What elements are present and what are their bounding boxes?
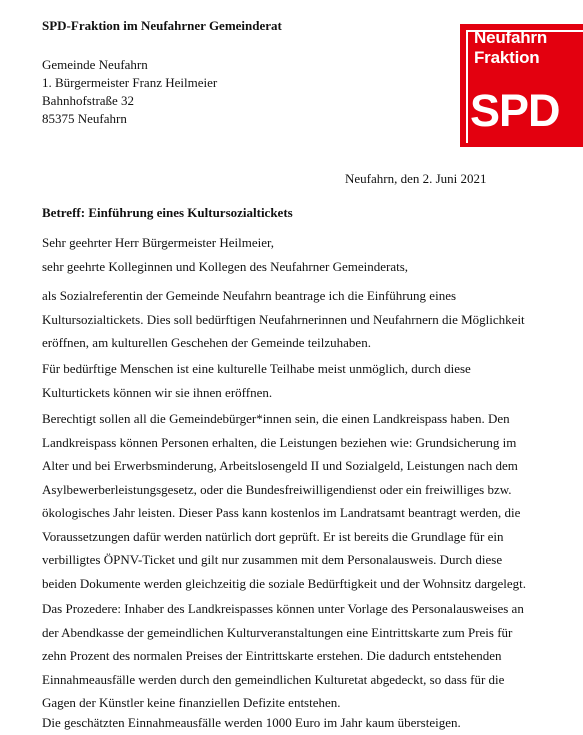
paragraph-line: Kulturtickets können wir sie ihnen eröffnen.: [42, 384, 273, 400]
body-paragraph: [42, 711, 552, 735]
recipient-address: [42, 56, 217, 128]
paragraph-line: eröffnen, am kulturellen Geschehen der Gemeinde teilzuhaben.: [42, 335, 371, 350]
paragraph-line: der Abendkasse der gemeindlichen Kulturveranstaltungen eine Eintrittskarte zum Preis für: [42, 624, 513, 640]
paragraph-line: Einnahmeausfälle werden durch den gemeindlichen Kulturetat abgedeckt, so dass für die: [42, 671, 505, 687]
body-paragraph: [42, 357, 552, 404]
body-paragraph: [42, 407, 552, 595]
logo-line-2: Fraktion: [474, 48, 540, 67]
paragraph-line: Alter und bei Erwerbsminderung, Arbeitslosengeld II und Sozialgeld, Leistungen nach dem: [42, 458, 518, 473]
paragraph-line: Das Prozedere: Inhaber des Landkreispasses können unter Vorlage des Personalausweises an: [42, 601, 524, 616]
logo-wordmark: SPD: [470, 85, 560, 136]
paragraph-line: verbilligtes ÖPNV-Ticket und gilt nur zusammen mit dem Personalausweis. Durch diese: [42, 552, 503, 567]
body-paragraph: [42, 284, 552, 355]
sender-header: SPD-Fraktion im Neufahrner Gemeinderat: [42, 18, 282, 33]
logo-caption: [474, 28, 547, 68]
salutation: [42, 231, 408, 279]
paragraph-line: als Sozialreferentin der Gemeinde Neufahrn beantrage ich die Einführung eines: [42, 288, 457, 303]
paragraph-line: beiden Dokumente werden gleichzeitig die soziale Bedürftigkeit und der Wohnsitz dargelegt.: [42, 575, 527, 591]
paragraph-line: Berechtigt sollen all die Gemeindebürger*innen sein, die einen Landkreispass haben. Den: [42, 411, 510, 426]
address-line: Bahnhofstraße 32: [42, 93, 135, 108]
paragraph-line: Gagen der Künstler keine finanziellen Defizite entstehen.: [42, 695, 341, 710]
salutation-line: Sehr geehrter Herr Bürgermeister Heilmeier,: [42, 235, 275, 250]
address-line: Gemeinde Neufahrn: [42, 57, 148, 72]
paragraph-line: zehn Prozent des normalen Preises der Eintrittskarte erstehen. Die dadurch entstehenden: [42, 648, 502, 663]
paragraph-line: Die geschätzten Einnahmeausfälle werden 1000 Euro im Jahr kaum übersteigen.: [42, 715, 461, 730]
spd-logo: [460, 24, 583, 147]
paragraph-line: Landkreispass können Personen erhalten, die Leistungen beziehen wie: Grundsicherung im: [42, 434, 517, 450]
paragraph-line: ökologisches Jahr leisten. Dieser Pass kann kostenlos im Landratsamt beantragt werden, die: [42, 505, 521, 520]
paragraph-line: Kultursozialtickets. Dies soll bedürftigen Neufahrnerinnen und Neufahrnern die Möglichkeit: [42, 311, 525, 327]
logo-line-1: Neufahrn: [474, 28, 548, 47]
address-line: 1. Bürgermeister Franz Heilmeier: [42, 75, 218, 90]
body-paragraph: [42, 597, 552, 715]
paragraph-line: Asylbewerberleistungsgesetz, oder die Bundesfreiwilligendienst oder ein freiwilliges bzw.: [42, 481, 512, 497]
paragraph-line: Voraussetzungen dafür werden natürlich dort geprüft. Er ist bereits die Grundlage für ein: [42, 528, 504, 544]
letter-date: Neufahrn, den 2. Juni 2021: [345, 171, 487, 186]
salutation-line: sehr geehrte Kolleginnen und Kollegen des Neufahrner Gemeinderats,: [42, 259, 409, 274]
address-line: 85375 Neufahrn: [42, 111, 127, 126]
subject-line: Betreff: Einführung eines Kultursozialtickets: [42, 205, 293, 220]
paragraph-line: Für bedürftige Menschen ist eine kulturelle Teilhabe meist unmöglich, durch diese: [42, 361, 471, 376]
